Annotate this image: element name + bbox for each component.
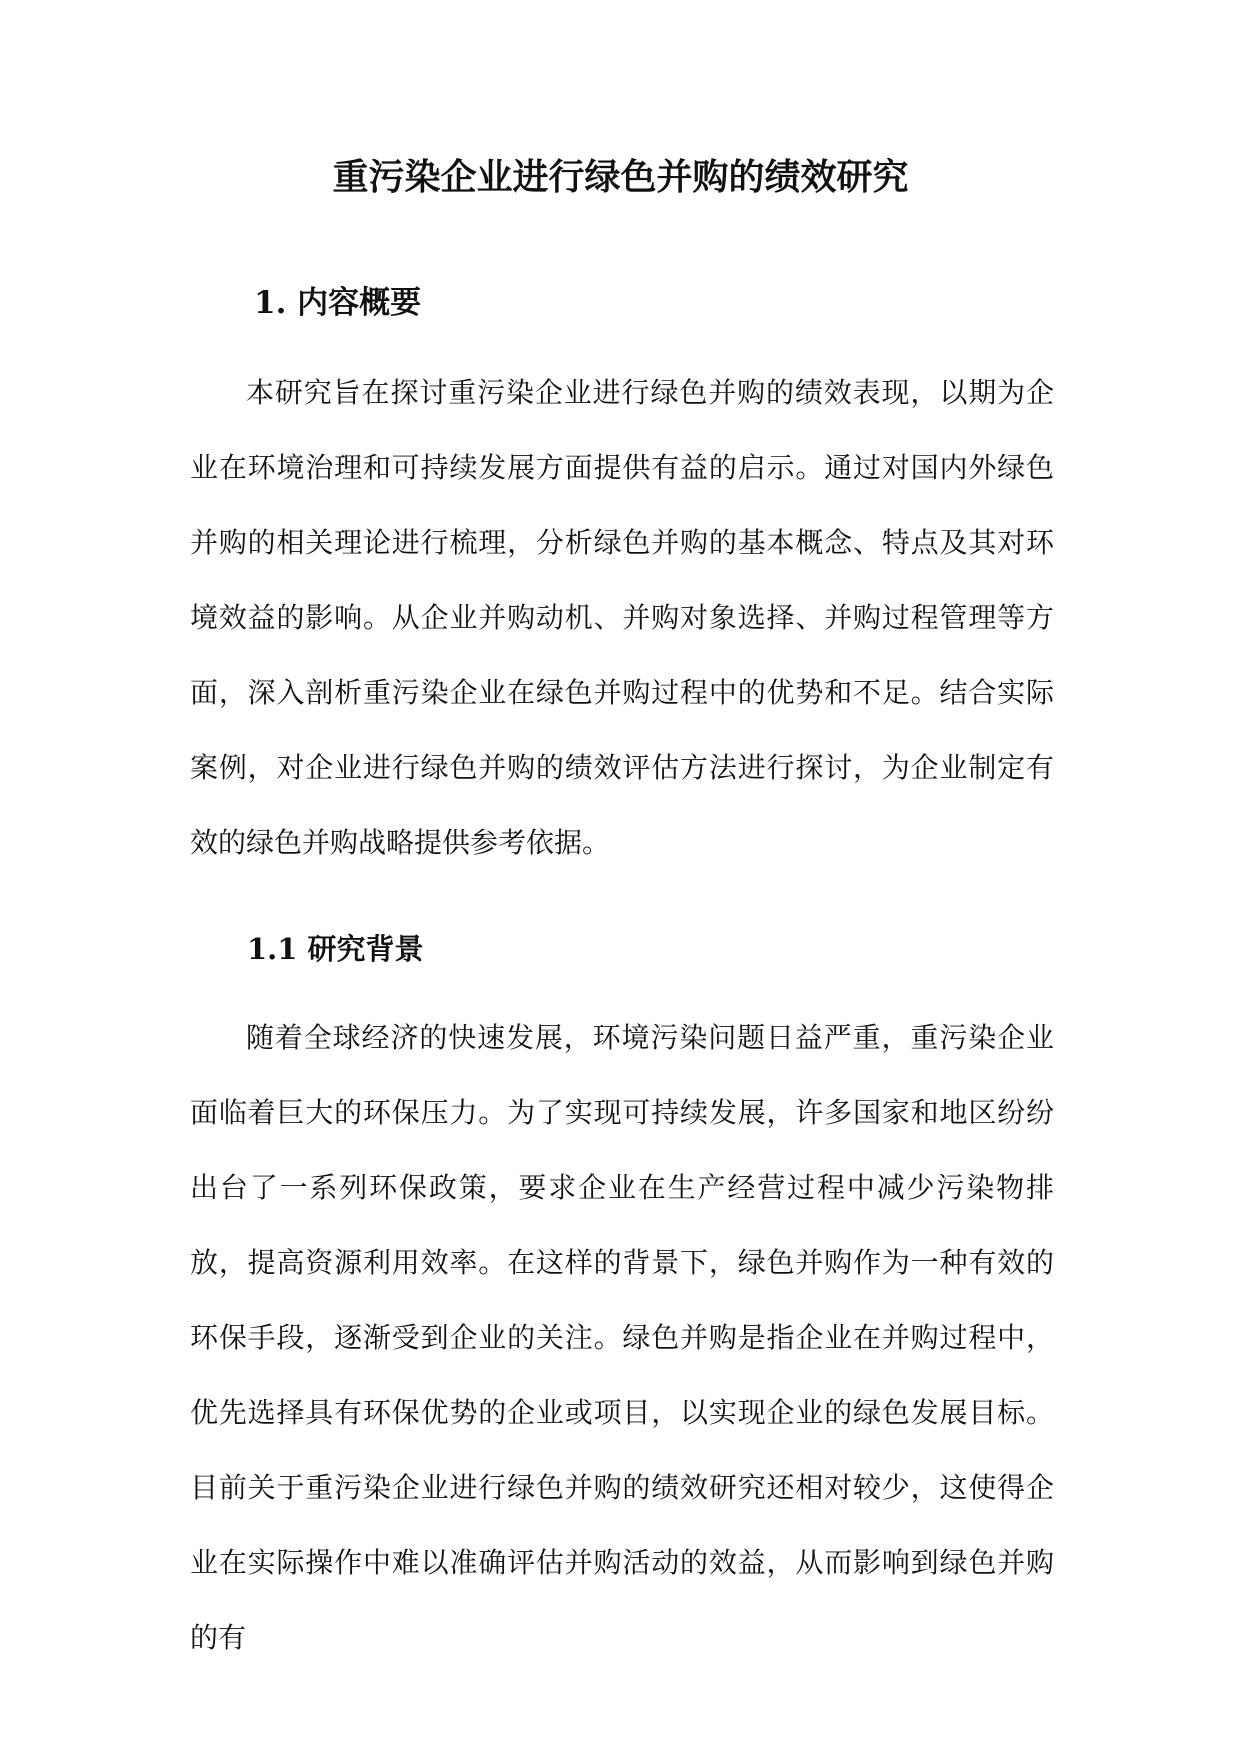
section-paragraph-background: 随着全球经济的快速发展，环境污染问题日益严重，重污染企业面临着巨大的环保压力。为了实现可持续发展，许多国家和地区纷纷出台了一系列环保政策，要求企业在生产经营过程中减少污染物排放，提高资源利用效率。在这样的背景下，绿色并购作为一种有效的环保手段，逐渐受到企业的关注。绿色并购是指企业在并购过程中，优先选择具有环保优势的企业或项目，以实现企业的绿色发展目标。目前关于重污染企业进行绿色并购的绩效研究还相对较少，这使得企业在实际操作中难以准确评估并购活动的效益，从而影响到绿色并购的有 — [190, 1021, 1054, 1654]
section-paragraph-overview: 本研究旨在探讨重污染企业进行绿色并购的绩效表现，以期为企业在环境治理和可持续发展方面提供有益的启示。通过对国内外绿色并购的相关理论进行梳理，分析绿色并购的基本概念、特点及其对环境效益的影响。从企业并购动机、并购对象选择、并购过程管理等方面，深入剖析重污染企业在绿色并购过程中的优势和不足。结合实际案例，对企业进行绿色并购的绩效评估方法进行探讨，为企业制定有效的绿色并购战略提供参考依据。 — [190, 376, 1054, 859]
section-heading-overview: 1. 内容概要 — [254, 285, 422, 321]
document-title: 重污染企业进行绿色并购的绩效研究 — [332, 156, 909, 198]
section-heading-background: 1.1 研究背景 — [247, 932, 424, 966]
